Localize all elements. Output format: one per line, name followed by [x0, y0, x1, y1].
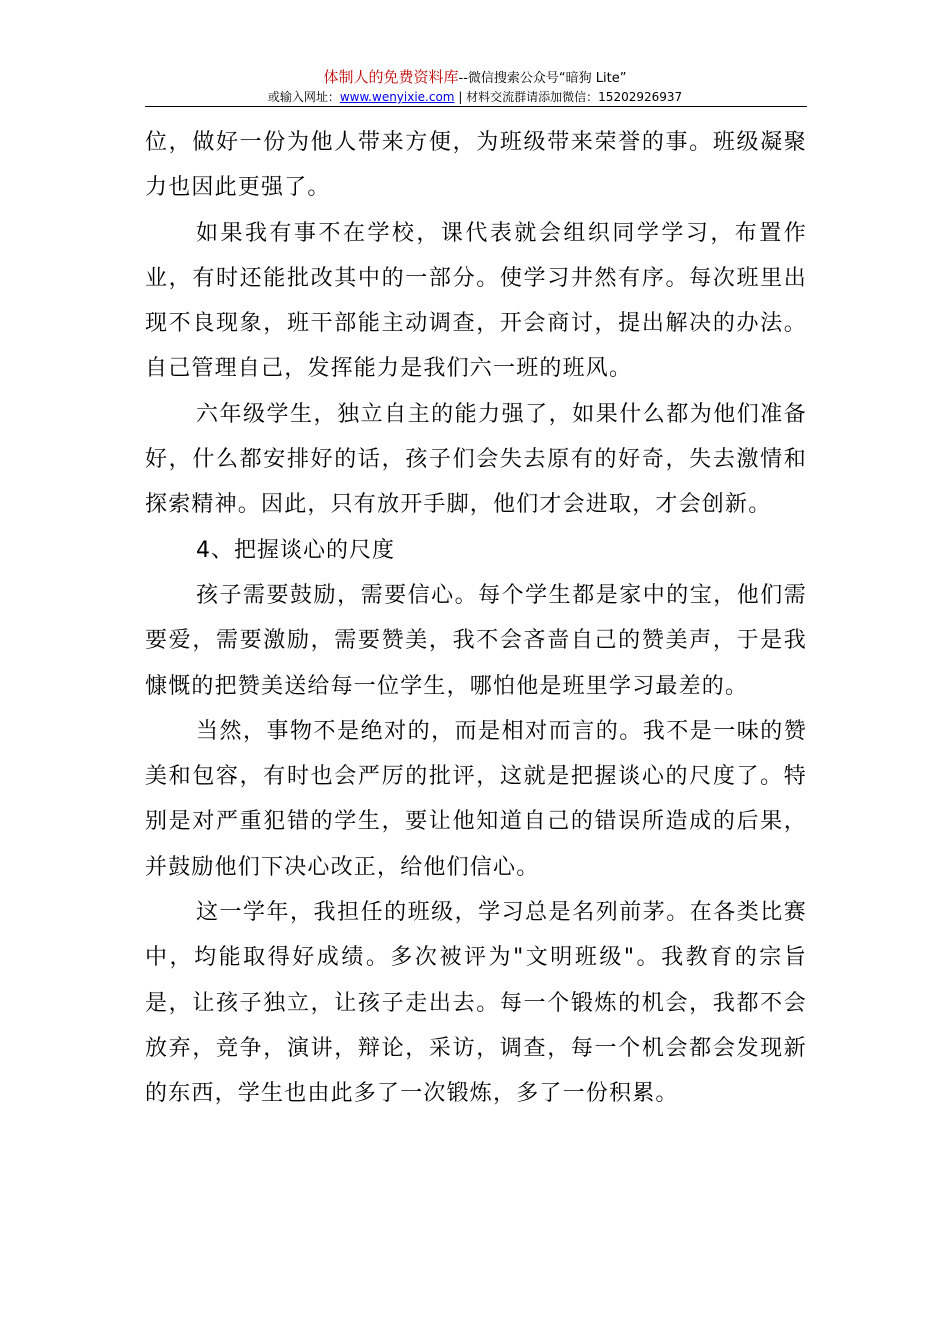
- paragraph-3: 六年级学生，独立自主的能力强了，如果什么都为他们准备好，什么都安排好的话，孩子们会失去原有的好奇，失去激情和探索精神。因此，只有放开手脚，他们才会进取，才会创新。: [145, 401, 807, 518]
- paragraph-2: 如果我有事不在学校，课代表就会组织同学学习，布置作业，有时还能批改其中的一部分。使学习井然有序。每次班里出现不良现象，班干部能主动调查，开会商讨，提出解决的办法。自己管理自己，发挥能力是我们六一班的班风。: [145, 220, 807, 382]
- paragraph-6: 这一学年，我担任的班级，学习总是名列前茅。在各类比赛中，均能取得好成绩。多次被评为"文明班级"。我教育的宗旨是，让孩子独立，让孩子走出去。每一个锻炼的机会，我都不会放弃，竞争，演讲，辩论，采访，调查，每一个机会都会发现新的东西，学生也由此多了一次锻炼，多了一份积累。: [145, 900, 807, 1107]
- document-body: [145, 120, 807, 1117]
- header-divider: [145, 106, 807, 107]
- paragraph-5: 当然，事物不是绝对的，而是相对而言的。我不是一味的赞美和包容，有时也会严厉的批评，这就是把握谈心的尺度了。特别是对严重犯错的学生，要让他知道自己的错误所造成的后果，并鼓励他们下决心改正，给他们信心。: [145, 718, 807, 880]
- page-header: [145, 68, 805, 106]
- section-heading: 4、把握谈心的尺度: [196, 537, 395, 563]
- brand-title: 体制人的免费资料库: [323, 68, 459, 86]
- contact-info: | 材料交流群请添加微信：15202926937: [454, 90, 683, 104]
- url-prefix: 或输入网址：: [267, 90, 340, 104]
- paragraph-1: 位，做好一份为他人带来方便，为班级带来荣誉的事。班级凝聚力也因此更强了。: [145, 130, 807, 201]
- paragraph-4: 孩子需要鼓励，需要信心。每个学生都是家中的宝，他们需要爱，需要激励，需要赞美，我不会吝啬自己的赞美声，于是我慷慨的把赞美送给每一位学生，哪怕他是班里学习最差的。: [145, 582, 807, 699]
- website-link[interactable]: www.wenyixie.com: [339, 90, 455, 104]
- header-line-1: [145, 68, 805, 88]
- header-line-2: [145, 88, 805, 106]
- header-tagline: --微信搜索公众号“暗狗 Lite”: [458, 71, 627, 86]
